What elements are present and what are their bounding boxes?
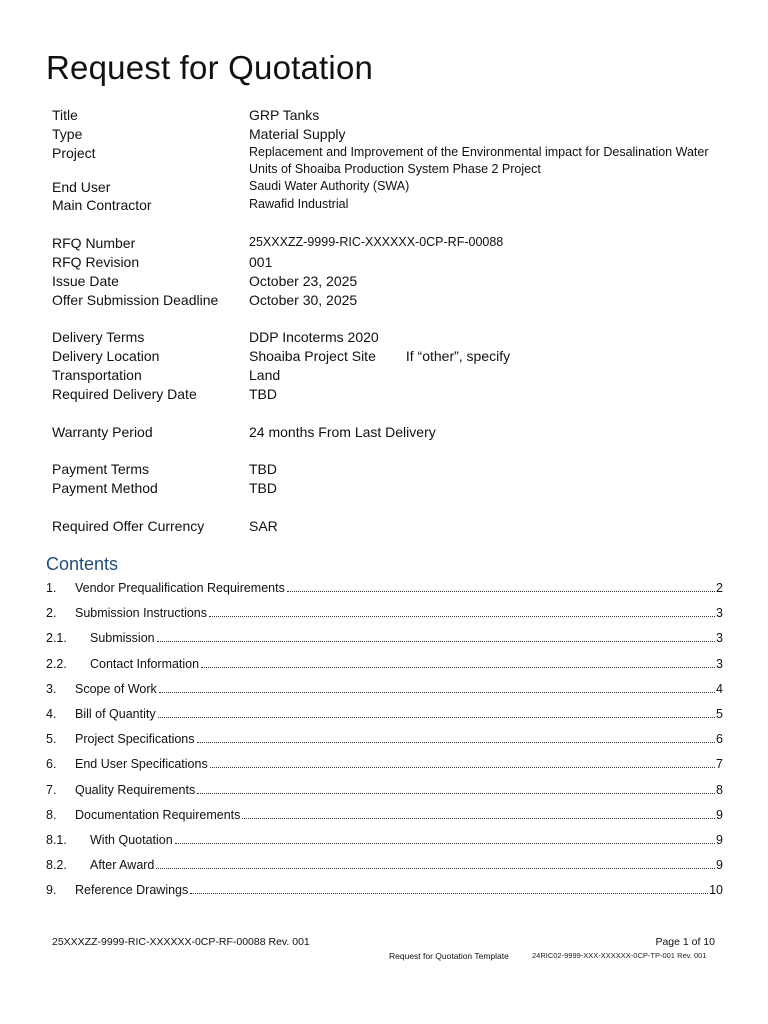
footer-template-name: Request for Quotation Template (389, 951, 509, 961)
info-row-type (52, 125, 732, 144)
info-value: Saudi Water Authority (SWA) (249, 178, 410, 193)
toc-page-number: 4 (716, 681, 723, 696)
info-value: Replacement and Improvement of the Environmental impact for Desalination Water Units of Shoaiba Production System Phase 2 Project (249, 144, 709, 176)
toc-leader-dots (287, 591, 715, 592)
toc-entry[interactable] (46, 805, 723, 830)
info-row-delivery-terms (52, 328, 732, 347)
footer-doc-reference: 25XXXZZ-9999-RIC-XXXXXX-0CP-RF-00088 Rev. 001 (52, 936, 310, 948)
toc-entry[interactable] (46, 729, 723, 754)
toc-page-number: 9 (716, 832, 723, 847)
info-row-end-user (52, 178, 732, 197)
toc-entry[interactable] (46, 679, 723, 704)
info-label: Payment Terms (52, 461, 149, 478)
toc-number: 8.2. (46, 858, 67, 873)
toc-number: 2.2. (46, 656, 67, 671)
rfq-info-table (52, 106, 732, 536)
toc-label: Contact Information (90, 656, 200, 671)
info-value: DDP Incoterms 2020 (249, 329, 379, 346)
toc-number: 5. (46, 732, 57, 747)
info-row-project (52, 144, 732, 178)
toc-leader-dots (159, 692, 715, 693)
toc-page-number: 3 (716, 631, 723, 646)
toc-page-number: 10 (709, 883, 723, 898)
toc-number: 6. (46, 757, 57, 772)
toc-number: 2.1. (46, 631, 67, 646)
toc-leader-dots (156, 868, 715, 869)
toc-label: With Quotation (90, 832, 173, 847)
toc-label: Reference Drawings (75, 883, 189, 898)
info-value: TBD (249, 385, 277, 402)
toc-label: Submission (90, 631, 155, 646)
info-label: Transportation (52, 366, 142, 383)
toc-number: 8. (46, 807, 57, 822)
page-title: Request for Quotation (46, 49, 374, 86)
info-value: GRP Tanks (249, 107, 320, 123)
toc-entry[interactable] (46, 780, 723, 805)
info-label: RFQ Number (52, 235, 136, 252)
info-label: RFQ Revision (52, 253, 140, 270)
info-label: Required Offer Currency (52, 517, 205, 534)
toc-leader-dots (158, 717, 715, 718)
toc-number: 2. (46, 606, 57, 621)
toc-number: 1. (46, 581, 57, 595)
info-value-group (249, 347, 732, 366)
info-row-payment-terms (52, 460, 732, 479)
toc-page-number: 3 (716, 606, 723, 621)
info-value: Shoaiba Project Site (249, 348, 376, 365)
info-label: Main Contractor (52, 197, 152, 214)
info-label: Payment Method (52, 480, 158, 497)
info-row-transportation (52, 366, 732, 385)
info-value: Land (249, 366, 281, 383)
toc-entry[interactable] (46, 830, 723, 855)
info-row-title (52, 106, 732, 125)
toc-leader-dots (175, 843, 715, 844)
toc-label: End User Specifications (75, 757, 208, 772)
toc-entry[interactable] (46, 578, 723, 603)
info-value: 001 (249, 253, 273, 270)
info-row-payment-method (52, 479, 732, 498)
info-label: Issue Date (52, 272, 119, 289)
toc-leader-dots (197, 793, 715, 794)
info-label: End User (52, 178, 111, 195)
table-of-contents (46, 578, 723, 905)
toc-leader-dots (242, 818, 715, 819)
info-label: Title (52, 107, 78, 123)
info-value: Rawafid Industrial (249, 197, 349, 212)
info-row-issue-date (52, 272, 732, 291)
toc-page-number: 9 (716, 858, 723, 873)
info-row-main-contractor (52, 196, 732, 215)
toc-number: 8.1. (46, 832, 67, 847)
info-value: October 23, 2025 (249, 272, 358, 289)
toc-page-number: 2 (716, 581, 723, 595)
info-value: SAR (249, 517, 278, 534)
toc-label: Documentation Requirements (75, 807, 241, 822)
toc-entry[interactable] (46, 704, 723, 729)
toc-label: Project Specifications (75, 732, 195, 747)
info-row-rfq-number (52, 234, 732, 253)
info-value: Material Supply (249, 125, 346, 142)
toc-entry[interactable] (46, 855, 723, 880)
toc-entry[interactable] (46, 603, 723, 628)
toc-number: 4. (46, 706, 57, 721)
toc-entry[interactable] (46, 754, 723, 779)
toc-page-number: 6 (716, 732, 723, 747)
toc-label: Quality Requirements (75, 782, 196, 797)
info-value: 24 months From Last Delivery (249, 423, 436, 440)
toc-number: 9. (46, 883, 57, 898)
toc-leader-dots (209, 616, 715, 617)
info-label: Delivery Location (52, 348, 160, 365)
toc-page-number: 7 (716, 757, 723, 772)
toc-leader-dots (197, 742, 716, 743)
toc-leader-dots (201, 667, 715, 668)
toc-page-number: 9 (716, 807, 723, 822)
info-label: Type (52, 125, 83, 142)
info-label: Warranty Period (52, 423, 153, 440)
toc-number: 3. (46, 681, 57, 696)
info-label: Project (52, 144, 96, 161)
info-row-rfq-revision (52, 253, 732, 272)
toc-label: Submission Instructions (75, 606, 208, 621)
info-row-currency (52, 517, 732, 536)
info-label: Delivery Terms (52, 329, 145, 346)
toc-page-number: 8 (716, 782, 723, 797)
toc-leader-dots (157, 641, 715, 642)
info-label: Required Delivery Date (52, 385, 197, 402)
toc-leader-dots (190, 893, 708, 894)
toc-label: Bill of Quantity (75, 706, 156, 721)
info-value: TBD (249, 461, 277, 478)
contents-heading: Contents (46, 554, 119, 574)
toc-page-number: 3 (716, 656, 723, 671)
toc-number: 7. (46, 782, 57, 797)
toc-label: Scope of Work (75, 681, 157, 696)
info-row-delivery-location (52, 347, 732, 366)
toc-label: Vendor Prequalification Requirements (75, 581, 285, 595)
other-specify-note: If “other”, specify (405, 348, 511, 365)
info-label: Offer Submission Deadline (52, 291, 219, 308)
info-row-deadline (52, 291, 732, 310)
toc-label: After Award (90, 858, 155, 873)
info-value: TBD (249, 480, 277, 497)
info-value: 25XXXZZ-9999-RIC-XXXXXX-0CP-RF-00088 (249, 235, 504, 250)
toc-leader-dots (210, 767, 715, 768)
footer-template-code: 24RIC02-9999-XXX-XXXXXX-0CP-TP-001 Rev. 001 (532, 951, 707, 960)
footer-page-number: Page 1 of 10 (655, 936, 715, 948)
info-value: October 30, 2025 (249, 291, 358, 308)
toc-entry[interactable] (46, 628, 723, 653)
info-row-warranty (52, 423, 732, 442)
toc-entry[interactable] (46, 654, 723, 679)
toc-entry[interactable] (46, 880, 723, 905)
toc-page-number: 5 (716, 706, 723, 721)
info-row-required-delivery-date (52, 385, 732, 404)
